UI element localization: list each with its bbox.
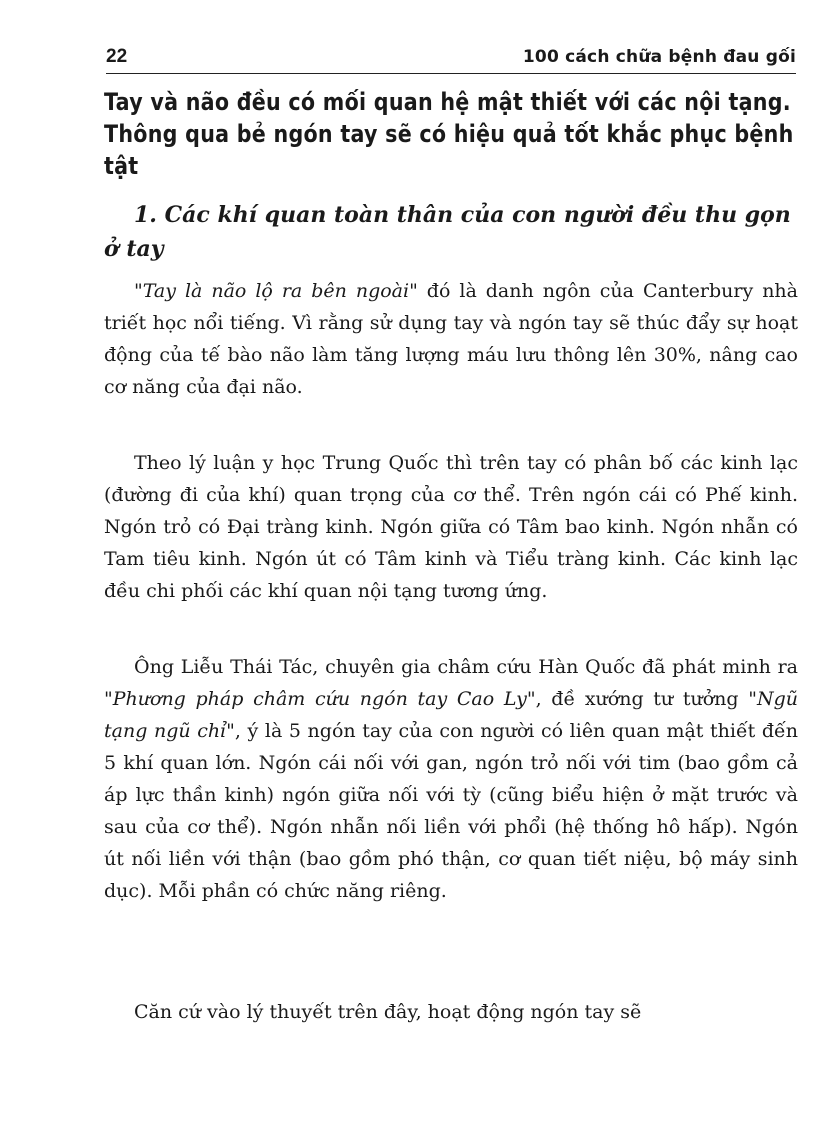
running-title: 100 cách chữa bệnh đau gối	[522, 47, 796, 67]
paragraph-1-text: đó là danh ngôn của Canterbury nhà triết học nổi tiếng. Vì rằng sử dụng tay và ngón tay sẽ thúc đẩy sự hoạt động của tế bào não làm tăng lượng máu lưu thông lên 30%, nâng cao cơ năng của đại não.	[104, 280, 798, 398]
paragraph-2	[104, 447, 798, 607]
chapter-title: Tay và não đều có mối quan hệ mật thiết với các nội tạng. Thông qua bẻ ngón tay sẽ có hiệu quả tốt khắc phục bệnh tật	[104, 88, 794, 180]
page-header	[106, 44, 796, 76]
paragraph-3-text-c: ", ý là 5 ngón tay của con người có liên quan mật thiết đến 5 khí quan lớn. Ngón cái nối với gan, ngón trỏ nối với tim (bao gồm cả áp lực thần kinh) ngón giữa nối với tỳ (cũng biểu hiện ở mặt trước và sau của cơ thể). Ngón nhẫn nối liền với phổi (hệ thống hô hấp). Ngón út nối liền với thận (bao gồm phó thận, cơ quan tiết niệu, bộ máy sinh dục). Mỗi phần có chức năng riêng.	[104, 720, 798, 902]
header-rule	[106, 73, 796, 74]
section-title: 1. Các khí quan toàn thân của con người đều thu gọn ở tay	[104, 202, 791, 262]
paragraph-3-text-a: Ông Liễu Thái Tác, chuyên gia châm cứu Hàn Quốc đã phát minh ra "	[104, 656, 798, 710]
paragraph-4	[104, 996, 798, 1028]
paragraph-3-text-b: ", đề xướng tư tưởng "	[526, 688, 757, 710]
paragraph-1	[104, 275, 798, 403]
paragraph-3-italic-a: Phương pháp châm cứu ngón tay Cao Ly	[112, 688, 527, 710]
paragraph-2-text: Theo lý luận y học Trung Quốc thì trên tay có phân bố các kinh lạc (đường đi của khí) quan trọng của cơ thể. Trên ngón cái có Phế kinh. Ngón trỏ có Đại tràng kinh. Ngón giữa có Tâm bao kinh. Ngón nhẫn có Tam tiêu kinh. Ngón út có Tâm kinh và Tiểu tràng kinh. Các kinh lạc đều chi phối các khí quan nội tạng tương ứng.	[104, 452, 798, 602]
page-number: 22	[106, 46, 128, 67]
paragraph-4-text: Căn cứ vào lý thuyết trên đây, hoạt động ngón tay sẽ	[134, 1001, 642, 1023]
paragraph-3-italic-b: Ngũ tạng ngũ chỉ	[104, 688, 798, 742]
quote-text: "Tay là não lộ ra bên ngoài"	[134, 280, 418, 302]
paragraph-3	[104, 651, 798, 907]
